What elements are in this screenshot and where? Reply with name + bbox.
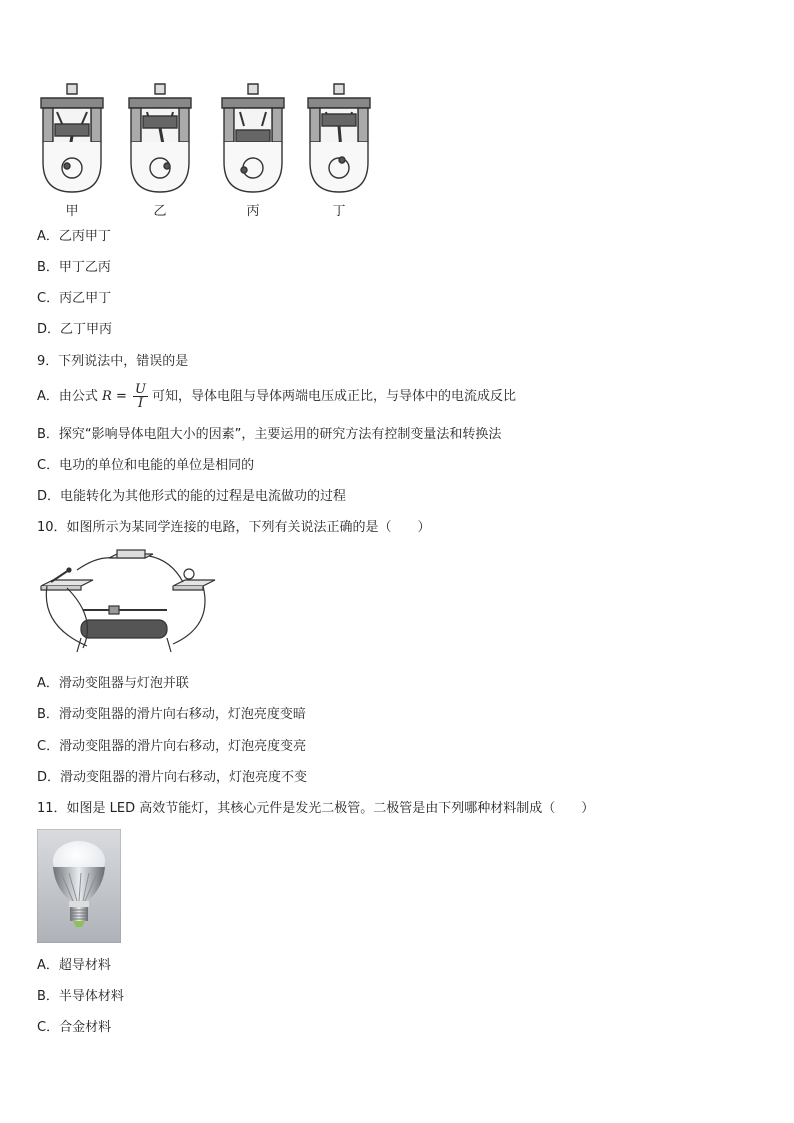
formula-variable-r: R (102, 389, 112, 404)
q8-option-d: D．乙丁甲丙 (37, 322, 113, 337)
engine-diagram-bing (218, 80, 288, 198)
engine-diagram-yi (125, 80, 195, 198)
q11-stem: 11．如图是 LED 高效节能灯，其核心元件是发光二极管。二极管是由下列哪种材料制成（ ） (37, 801, 595, 816)
formula-fraction (133, 383, 148, 410)
q9-option-a-suffix: 可知，导体电阻与导体两端电压成正比，与导体中的电流成反比 (152, 389, 517, 404)
q8-option-b: B．甲丁乙丙 (37, 260, 111, 275)
q10-option-a: A．滑动变阻器与灯泡并联 (37, 676, 189, 691)
formula-denominator: I (137, 396, 144, 411)
q9-option-a (37, 380, 516, 414)
q10-stem: 10．如图所示为某同学连接的电路，下列有关说法正确的是（ ） (37, 520, 431, 535)
q8-option-c: C．丙乙甲丁 (37, 291, 112, 306)
q11-option-b: B．半导体材料 (37, 989, 124, 1004)
formula-equals: = (115, 389, 127, 404)
q8-option-a: A．乙丙甲丁 (37, 229, 111, 244)
q11-option-a: A．超导材料 (37, 958, 111, 973)
engine-label-jia: 甲 (65, 204, 79, 219)
engine-diagram-jia (37, 80, 107, 198)
q9-stem: 9．下列说法中，错误的是 (37, 354, 189, 369)
engine-diagram-ding (304, 80, 374, 198)
q9-option-a-prefix: A．由公式 (37, 389, 98, 404)
engine-label-yi: 乙 (153, 204, 167, 219)
engine-label-bing: 丙 (246, 204, 260, 219)
q10-option-c: C．滑动变阻器的滑片向右移动，灯泡亮度变亮 (37, 739, 307, 754)
formula-numerator: U (135, 382, 146, 397)
q10-option-d: D．滑动变阻器的滑片向右移动，灯泡亮度不变 (37, 770, 308, 785)
circuit-diagram (37, 548, 219, 666)
q9-option-d: D．电能转化为其他形式的能的过程是电流做功的过程 (37, 489, 347, 504)
led-bulb-image (37, 829, 121, 943)
engine-label-ding: 丁 (332, 204, 346, 219)
q10-option-b: B．滑动变阻器的滑片向右移动，灯泡亮度变暗 (37, 707, 306, 722)
q9-option-c: C．电功的单位和电能的单位是相同的 (37, 458, 255, 473)
q11-option-c: C．合金材料 (37, 1020, 112, 1035)
q9-option-b: B．探究“影响导体电阻大小的因素”，主要运用的研究方法有控制变量法和转换法 (37, 427, 502, 442)
